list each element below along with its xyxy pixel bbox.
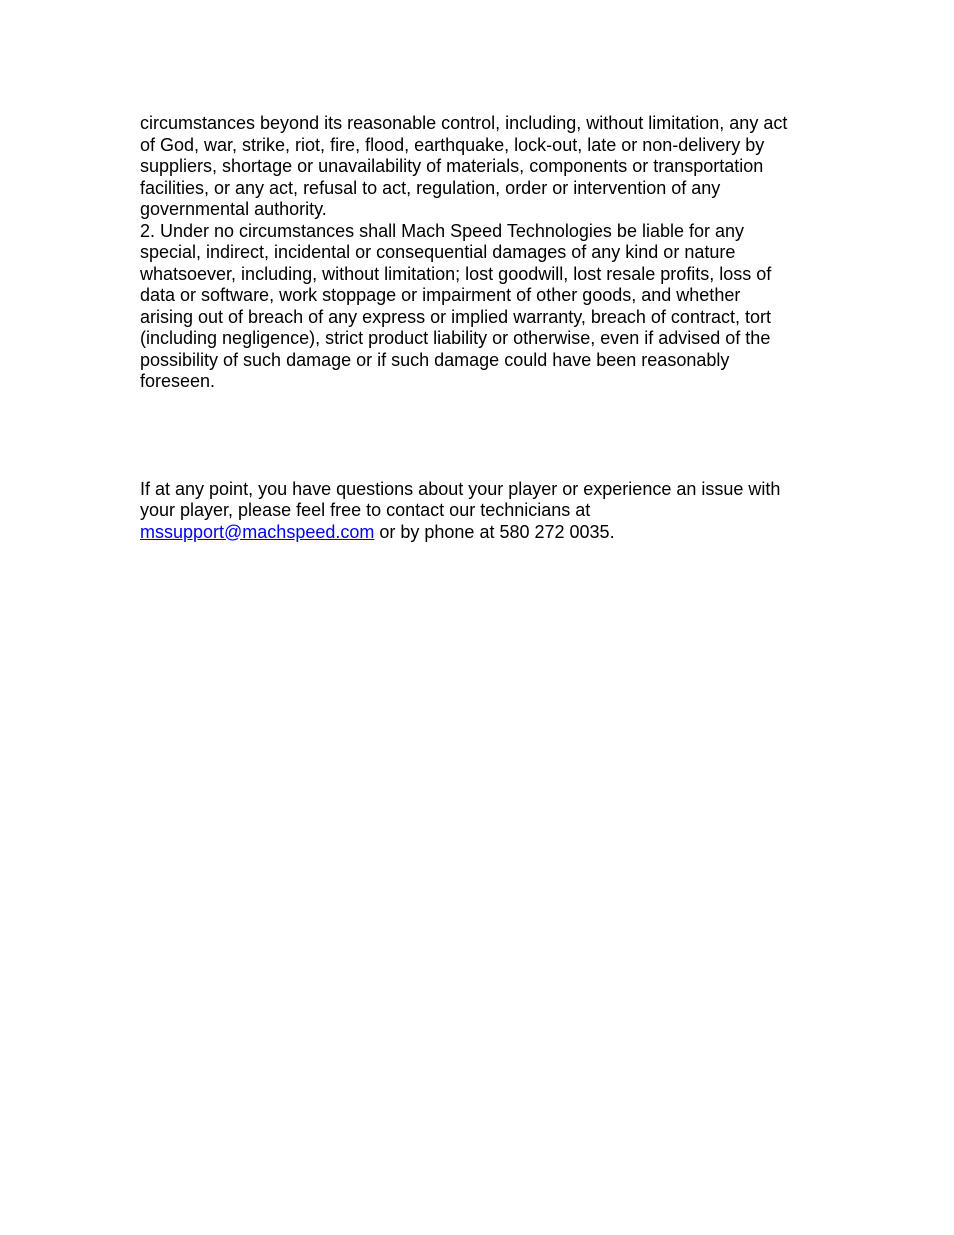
- text-line: (including negligence), strict product liability or otherwise, even if advised of the: [140, 328, 771, 348]
- phone-text: or by phone at 580 272 0035.: [374, 521, 615, 542]
- document-body: [140, 113, 830, 543]
- text-line: arising out of breach of any express or implied warranty, breach of contract, tort: [140, 306, 771, 327]
- text-line: possibility of such damage or if such damage could have been reasonably: [140, 349, 730, 370]
- text-line: of God, war, strike, riot, fire, flood, earthquake, lock-out, late or non-delivery by: [140, 134, 765, 155]
- text-line: whatsoever, including, without limitation; lost goodwill, lost resale profits, loss of: [140, 263, 772, 284]
- text-line: 2. Under no circumstances shall Mach Speed Technologies be liable for any: [140, 220, 745, 241]
- paragraph-liability-limitation: [140, 221, 830, 393]
- text-line: governmental authority.: [140, 199, 327, 219]
- text-line: suppliers, shortage or unavailability of materials, components or transportation: [140, 156, 764, 176]
- text-line: facilities, or any act, refusal to act, regulation, order or intervention of any: [140, 177, 721, 198]
- paragraph-force-majeure: [140, 113, 830, 221]
- text-line: If at any point, you have questions about your player or experience an issue with: [140, 478, 781, 499]
- text-line: data or software, work stoppage or impairment of other goods, and whether: [140, 285, 741, 305]
- text-line: circumstances beyond its reasonable control, including, without limitation, any act: [140, 113, 788, 133]
- text-line: foreseen.: [140, 371, 216, 391]
- text-line: special, indirect, incidental or consequential damages of any kind or nature: [140, 242, 736, 262]
- support-email-link[interactable]: mssupport@machspeed.com: [140, 521, 375, 542]
- blank-space: [140, 393, 830, 479]
- contact-line: [140, 522, 830, 544]
- text-line: your player, please feel free to contact our technicians at: [140, 500, 591, 520]
- paragraph-contact: [140, 479, 830, 544]
